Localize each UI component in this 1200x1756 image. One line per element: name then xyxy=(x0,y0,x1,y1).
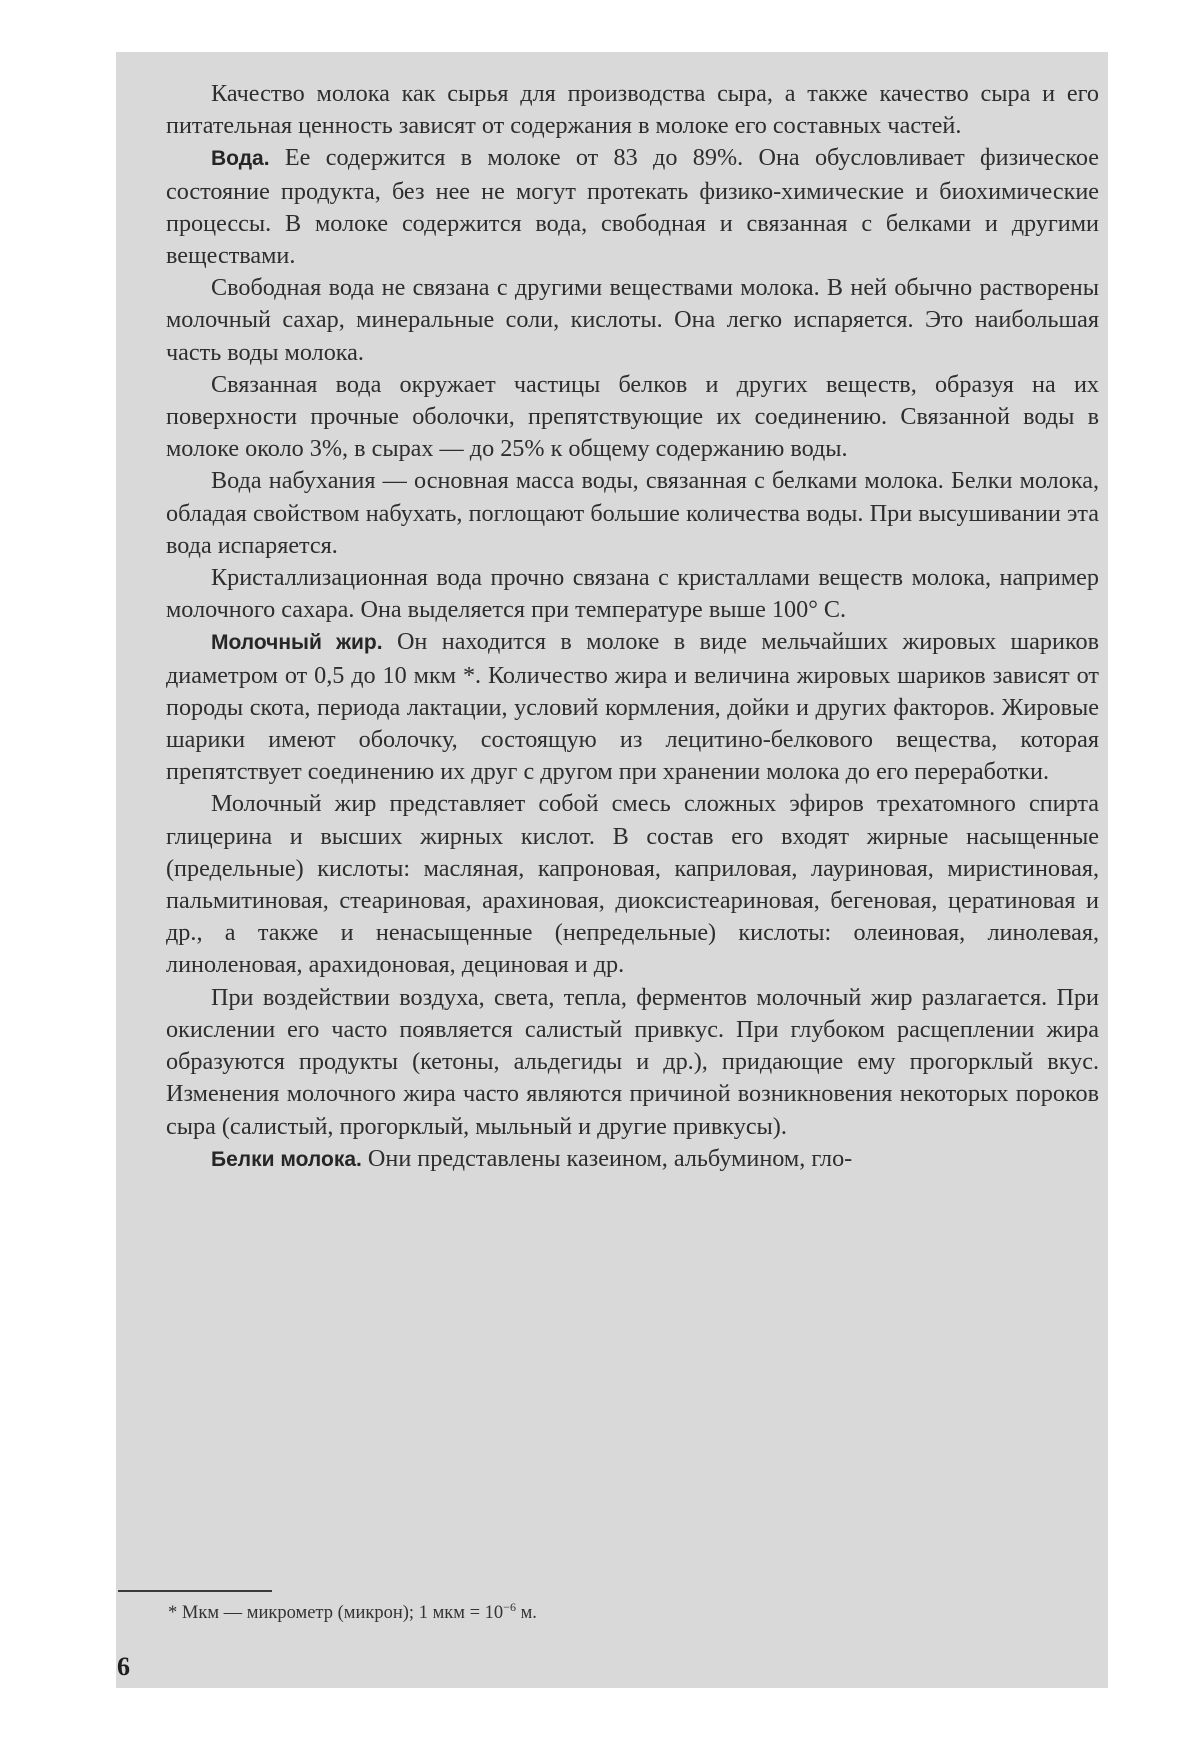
paragraph xyxy=(166,369,1099,466)
paragraph xyxy=(166,788,1099,981)
paragraph-text: Кристаллизационная вода прочно связана с кристаллами веществ молока, например молочного сахара. Она выделяется при температуре выше 100° С. xyxy=(166,564,1099,624)
paragraph xyxy=(166,272,1099,369)
book-page xyxy=(116,52,1108,1688)
paragraph xyxy=(166,562,1099,626)
paragraph-text: Ее содержится в молоке от 83 до 89%. Она обусловливает физическое состояние продукта, без нее не могут протекать физико-химические и биохимические процессы. В молоке содержится вода, свободная и связанная с белками и другими веществами. xyxy=(166,144,1099,270)
paragraph-text: При воздействии воздуха, света, тепла, ферментов молочный жир разлагается. При окислении его часто появляется салистый привкус. При глубоком расщеплении жира образуются продукты (кетоны, альдегиды и др.), придающие ему прогорклый вкус. Изменения молочного жира часто являются причиной возникновения некоторых пороков сыра (салистый, прогорклый, мыльный и другие привкусы). xyxy=(166,983,1099,1140)
paragraph xyxy=(166,1143,1099,1176)
paragraph xyxy=(166,78,1099,142)
footnote xyxy=(168,1601,537,1625)
paragraph xyxy=(166,626,1099,788)
footnote-exponent: −6 xyxy=(503,1600,516,1614)
paragraph-heading: Молочный жир. xyxy=(211,631,383,655)
paragraph-heading: Белки молока. xyxy=(211,1147,362,1171)
paragraph-text: Он находится в молоке в виде мельчайших жировых шариков диаметром от 0,5 до 10 мкм *. Количество жира и величина жировых шариков зависят от породы скота, периода лактации, условий кормления, дойки и других факторов. Жировые шарики имеют оболочку, состоящую из лецитино-белкового вещества, которая препятствует соединению их друг с другом при хранении молока до его переработки. xyxy=(166,628,1099,786)
paragraph-text: Качество молока как сырья для производства сыра, а также качество сыра и его питательная ценность зависят от содержания в молоке его составных частей. xyxy=(166,80,1099,140)
paragraph-heading: Вода. xyxy=(211,147,270,171)
paragraph-text: Вода набухания — основная масса воды, связанная с белками молока. Белки молока, обладая свойством набухать, поглощают большие количества воды. При высушивании эта вода испаряется. xyxy=(166,467,1099,559)
paragraph xyxy=(166,142,1099,272)
footnote-divider xyxy=(118,1590,272,1592)
paragraph-text: Свободная вода не связана с другими веществами молока. В ней обычно растворены молочный сахар, минеральные соли, кислоты. Она легко испаряется. Это наибольшая часть воды молока. xyxy=(166,274,1099,366)
paragraph xyxy=(166,465,1099,562)
page-body-text xyxy=(166,78,1099,1176)
footnote-unit: м. xyxy=(515,1603,537,1623)
footnote-text: * Мкм — микрометр (микрон); 1 мкм = 10 xyxy=(168,1603,504,1623)
paragraph xyxy=(166,982,1099,1143)
page-number: 6 xyxy=(117,1652,130,1681)
paragraph-text: Связанная вода окружает частицы белков и других веществ, образуя на их поверхности прочные оболочки, препятствующие их соединению. Связанной воды в молоке около 3%, в сырах — до 25% к общему содержанию воды. xyxy=(166,370,1099,463)
paragraph-text: Они представлены казеином, альбумином, гло- xyxy=(361,1144,853,1172)
paragraph-text: Молочный жир представляет собой смесь сложных эфиров трехатомного спирта глицерина и высших жирных кислот. В состав его входят жирные насыщенные (предельные) кислоты: масляная, капроновая, каприловая, лауриновая, миристиновая, пальмитиновая, стеариновая, арахиновая, диоксистеариновая, бегеновая, цератиновая и др., а также и ненасыщенные (непредельные) кислоты: олеиновая, линолевая, линоленовая, арахидоновая, дециновая и др. xyxy=(166,790,1099,979)
